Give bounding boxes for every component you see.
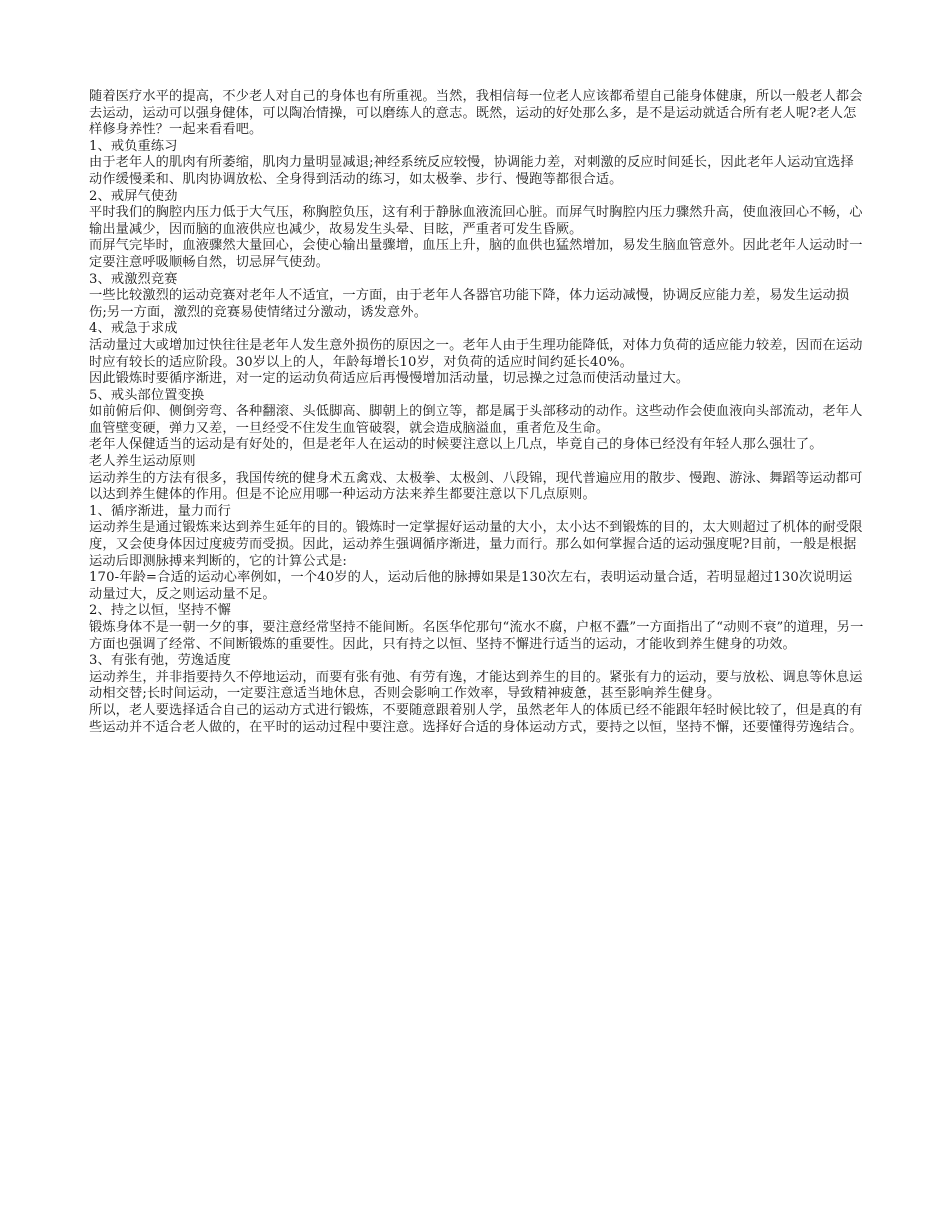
body-paragraph: 170-年龄=合适的运动心率例如，一个40岁的人，运动后他的脉搏如果是130次左右，表明运动量合适，若明显超过130次说明运动量过大，反之则运动量不足。	[89, 570, 853, 602]
body-paragraph: 平时我们的胸腔内压力低于大气压，称胸腔负压，这有利于静脉血液流回心脏。而屏气时胸腔内压力骤然升高，使血液回心不畅，心输出量减少，因而脑的血液供应也减少，故易发生头晕、目眩，严重者可发生昏厥。	[89, 205, 863, 237]
section-heading: 3、有张有弛，劳逸适度	[89, 653, 231, 669]
closing-paragraph: 所以，老人要选择适合自己的运动方式进行锻炼，不要随意跟着别人学，虽然老年人的体质已经不能跟年轻时候比较了，但是真的有些运动并不适合老人做的，在平时的运动过程中要注意。选择好合适的身体运动方式，要持之以恒，坚持不懈，还要懂得劳逸结合。	[89, 702, 863, 735]
body-paragraph: 活动量过大或增加过快往往是老年人发生意外损伤的原因之一。老年人由于生理功能降低，对体力负荷的适应能力较差，因而在运动时应有较长的适应阶段。30岁以上的人，年龄每增长10岁，对负荷的适应时间约延长40%。	[89, 337, 863, 370]
section-heading: 老人养生运动原则	[89, 454, 196, 470]
body-paragraph: 老年人保健适当的运动是有好处的，但是老年人在运动的时候要注意以上几点，毕竟自己的身体已经没有年轻人那么强壮了。	[89, 437, 823, 453]
document-body	[89, 89, 864, 736]
intro-paragraph: 随着医疗水平的提高，不少老人对自己的身体也有所重视。当然，我相信每一位老人应该都希望自己能身体健康，所以一般老人都会去运动，运动可以强身健体，可以陶冶情操，可以磨练人的意志。既然，运动的好处那么多，是不是运动就适合所有老人呢?老人怎样修身养性？一起来看看吧。	[89, 89, 863, 138]
body-paragraph: 运动养生，并非指要持久不停地运动，而要有张有弛、有劳有逸，才能达到养生的目的。紧张有力的运动，要与放松、调息等休息运动相交替;长时间运动，一定要注意适当地休息，否则会影响工作效率，导致精神疲惫，甚至影响养生健身。	[89, 669, 863, 702]
section-heading: 5、戒头部位置变换	[89, 387, 205, 403]
body-paragraph: 锻炼身体不是一朝一夕的事，要注意经常坚持不能间断。名医华佗那句“流水不腐，户枢不蠹”一方面指出了“动则不衰”的道理，另一方面也强调了经常、不间断锻炼的重要性。因此，只有持之以恒、坚持不懈进行适当的运动，才能收到养生健身的功效。	[89, 620, 864, 652]
body-paragraph: 由于老年人的肌肉有所萎缩，肌肉力量明显减退;神经系统反应较慢，协调能力差，对刺激的反应时间延长，因此老年人运动宜选择动作缓慢柔和、肌肉协调放松、全身得到活动的练习，如太极拳、步行、慢跑等都很合适。	[89, 155, 854, 187]
section-heading: 2、戒屏气使劲	[89, 188, 178, 204]
section-heading: 2、持之以恒，坚持不懈	[89, 603, 231, 619]
section-heading: 3、戒激烈竞赛	[89, 271, 178, 287]
body-paragraph: 运动养生的方法有很多，我国传统的健身术五禽戏、太极拳、太极剑、八段锦，现代普遍应用的散步、慢跑、游泳、舞蹈等运动都可以达到养生健体的作用。但是不论应用哪一种运动方法来养生都要注意以下几点原则。	[89, 470, 863, 503]
body-paragraph: 而屏气完毕时，血液骤然大量回心，会使心输出量骤增，血压上升，脑的血供也猛然增加，易发生脑血管意外。因此老年人运动时一定要注意呼吸顺畅自然，切忌屏气使劲。	[89, 238, 863, 270]
body-paragraph: 因此锻炼时要循序渐进，对一定的运动负荷适应后再慢慢增加活动量，切忌操之过急而使活动量过大。	[89, 371, 690, 387]
body-paragraph: 运动养生是通过锻炼来达到养生延年的目的。锻炼时一定掌握好运动量的大小，太小达不到锻炼的目的，太大则超过了机体的耐受限度，又会使身体因过度疲劳而受损。因此，运动养生强调循序渐进，量力而行。那么如何掌握合适的运动强度呢?目前，一般是根据运动后即测脉搏来判断的，它的计算公式是:	[89, 520, 863, 569]
section-heading: 1、循序渐进，量力而行	[89, 503, 231, 519]
body-paragraph: 如前俯后仰、侧倒旁弯、各种翻滚、头低脚高、脚朝上的倒立等，都是属于头部移动的动作。这些动作会使血液向头部流动，老年人血管壁变硬，弹力又差，一旦经受不住发生血管破裂，就会造成脑溢血，重者危及生命。	[89, 404, 863, 436]
body-paragraph: 一些比较激烈的运动竞赛对老年人不适宜，一方面，由于老年人各器官功能下降，体力运动减慢，协调反应能力差，易发生运动损伤;另一方面，激烈的竞赛易使情绪过分激动，诱发意外。	[89, 288, 850, 320]
section-heading: 1、戒负重练习	[89, 138, 178, 154]
section-heading: 4、戒急于求成	[89, 321, 178, 337]
